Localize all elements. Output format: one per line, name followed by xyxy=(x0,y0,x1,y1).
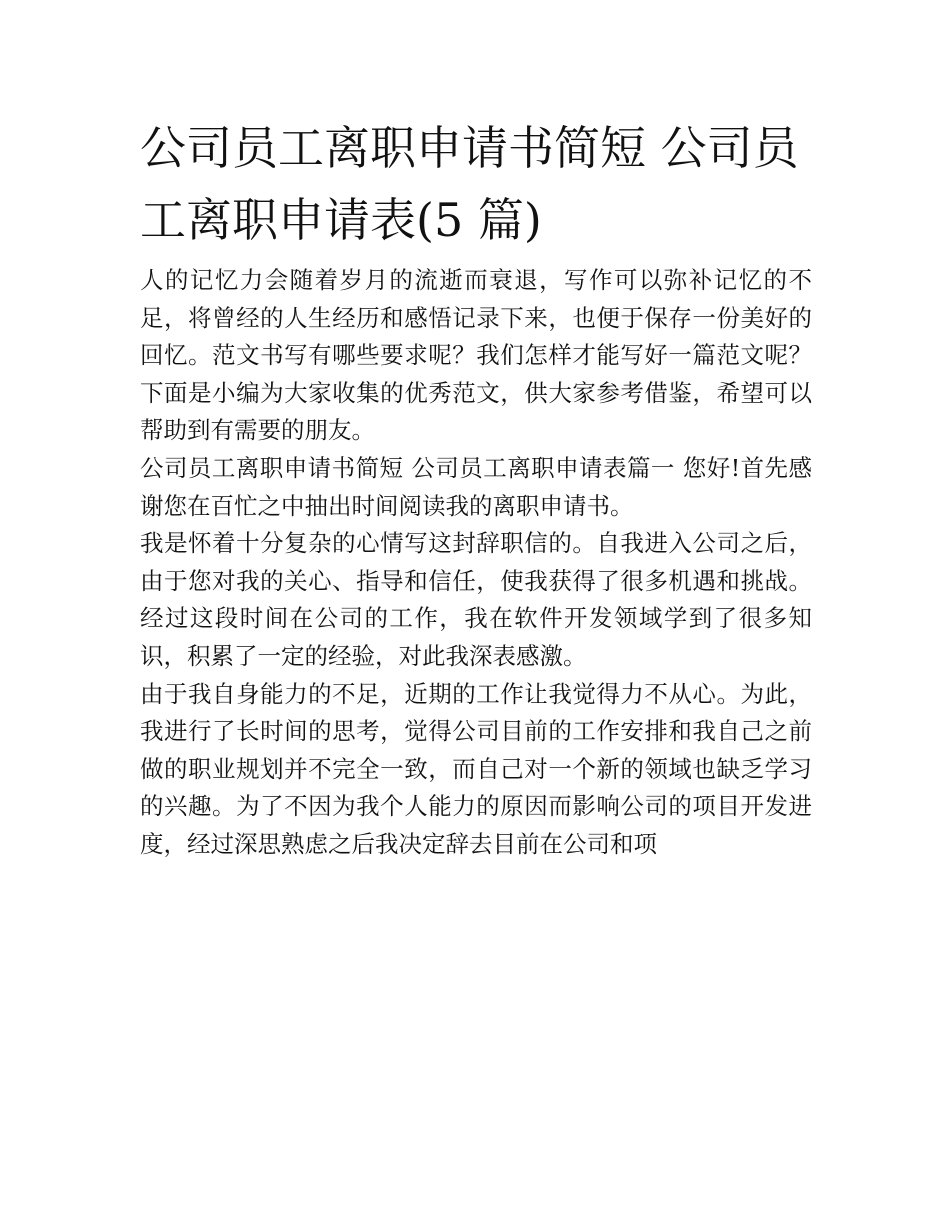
paragraph-greeting: 公司员工离职申请书简短 公司员工离职申请表篇一 您好!首先感谢您在百忙之中抽出时间阅读我的离职申请书。 xyxy=(140,453,812,520)
document-page xyxy=(140,112,812,864)
paragraph-gratitude: 我是怀着十分复杂的心情写这封辞职信的。自我进入公司之后，由于您对我的关心、指导和信任，使我获得了很多机遇和挑战。经过这段时间在公司的工作，我在软件开发领域学到了很多知识，积累了一定的经验，对此我深表感激。 xyxy=(140,529,812,670)
paragraph-intro: 人的记忆力会随着岁月的流逝而衰退，写作可以弥补记忆的不足，将曾经的人生经历和感悟记录下来，也便于保存一份美好的回忆。范文书写有哪些要求呢？我们怎样才能写好一篇范文呢？下面是小编为大家收集的优秀范文，供大家参考借鉴，希望可以帮助到有需要的朋友。 xyxy=(140,266,812,445)
paragraph-reason: 由于我自身能力的不足，近期的工作让我觉得力不从心。为此，我进行了长时间的思考，觉得公司目前的工作安排和我自己之前做的职业规划并不完全一致，而自己对一个新的领域也缺乏学习的兴趣。为了不因为我个人能力的原因而影响公司的项目开发进度，经过深思熟虑之后我决定辞去目前在公司和项 xyxy=(140,679,812,858)
document-title: 公司员工离职申请书简短 公司员工离职申请表(5 篇) xyxy=(140,121,799,247)
